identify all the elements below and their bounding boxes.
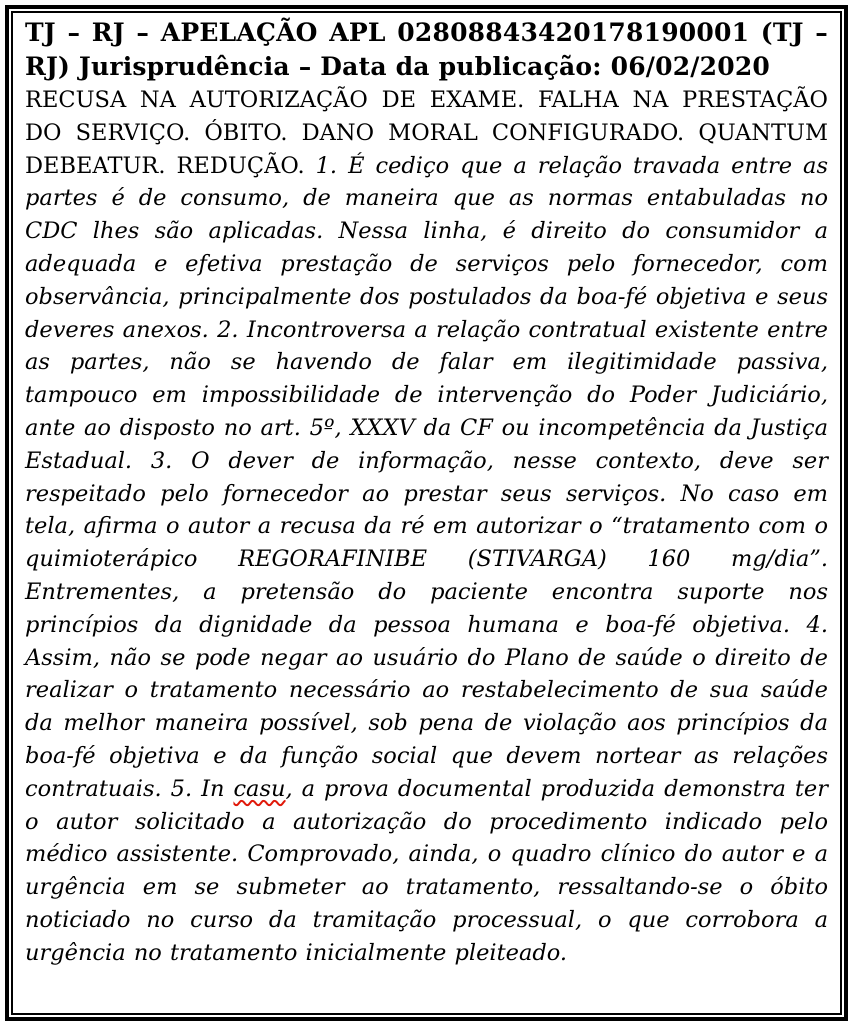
opinion-text-part2: , a prova documental produzida demonstra ter o autor solicitado a autorização do procedimento indicado pelo médico assistente. Comprovado, ainda, o quadro clínico do autor e a urgência em se submeter ao tratamento, ressaltando-se o óbito noticiado no curso da tramitação processual, o que corrobora a urgência no tratamento inicialmente pleiteado. [25,775,828,966]
document-title: TJ – RJ – APELAÇÃO APL 02808843420178190001 (TJ – RJ) Jurisprudência – Data da publicação: 06/02/2020 [25,18,828,81]
misspelled-word-casu: casu [233,775,286,802]
document-outer-border [5,5,848,1021]
document-inner-border [11,11,842,1015]
headnote-text: RECUSA NA AUTORIZAÇÃO DE EXAME. FALHA NA PRESTAÇÃO DO SERVIÇO. ÓBITO. DANO MORAL CONFIGURADO. QUANTUM DEBEATUR. REDUÇÃO. [25,87,828,179]
opinion-text-part1: 1. É cediço que a relação travada entre as partes é de consumo, de maneira que as normas entabuladas no CDC lhes são aplicadas. Nessa linha, é direito do consumidor a adequada e efetiva prestação de serviços pelo fornecedor, com observância, principalmente dos postulados da boa-fé objetiva e seus deveres anexos. 2. Incontroversa a relação contratual existente entre as partes, não se havendo de falar em ilegitimidade passiva, tampouco em impossibilidade de intervenção do Poder Judiciário, ante ao disposto no art. 5º, XXXV da CF ou incompetência da Justiça Estadual. 3. O dever de informação, nesse contexto, deve ser respeitado pelo fornecedor ao prestar seus serviços. No caso em tela, afirma o autor a recusa da ré em autorizar o “tratamento com o quimioterápico REGORAFINIBE (STIVARGA) 160 mg/dia”. Entrementes, a pretensão do paciente encontra suporte nos princípios da dignidade da pessoa humana e boa-fé objetiva. 4. Assim, não se pode negar ao usuário do Plano de saúde o direito de realizar o tratamento necessário ao restabelecimento de sua saúde da melhor maneira possível, sob pena de violação aos princípios da boa-fé objetiva e da função social que devem nortear as relações contratuais. 5. In [25,152,828,802]
document-body [25,84,828,970]
